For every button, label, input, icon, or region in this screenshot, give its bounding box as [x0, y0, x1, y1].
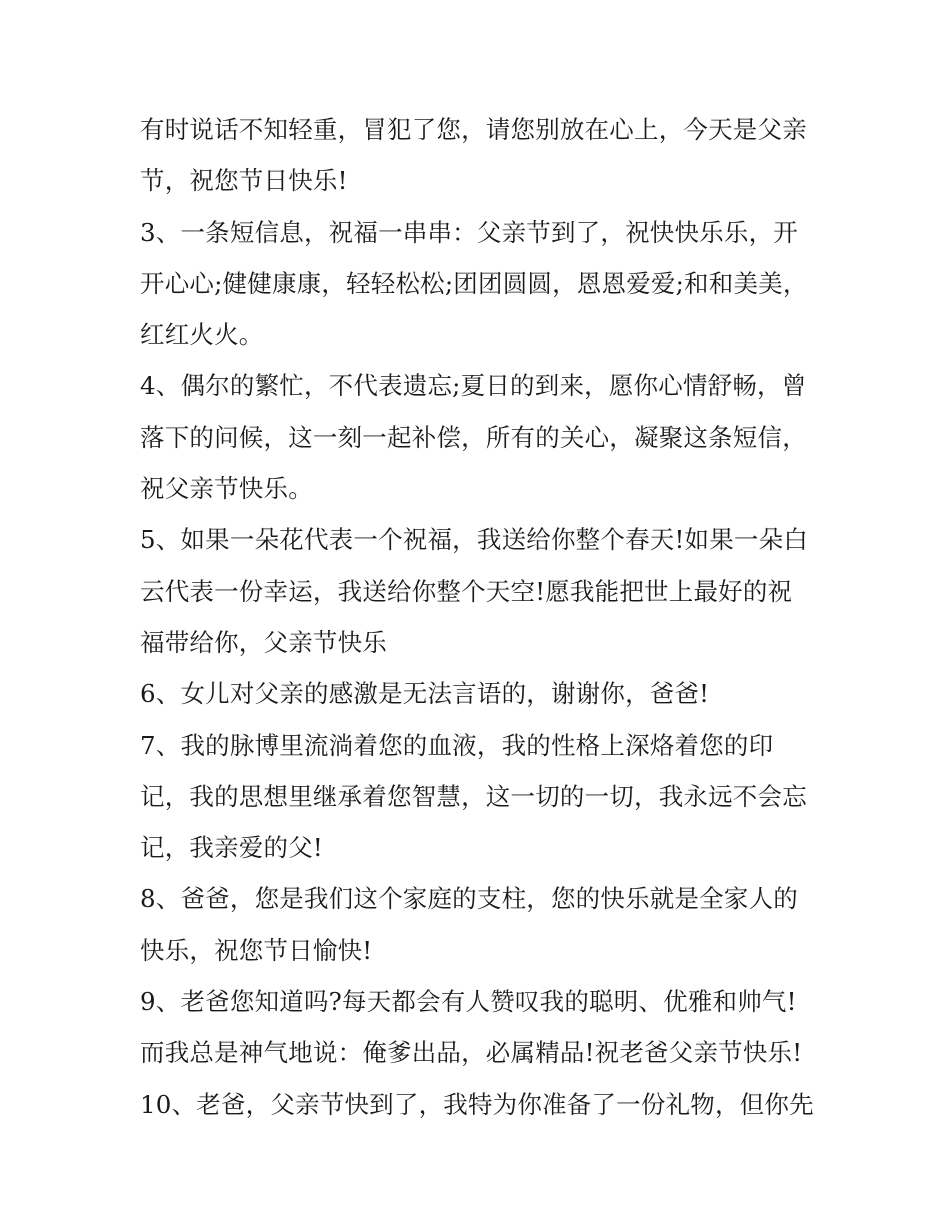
text-line: 记，我的思想里继承着您智慧，这一切的一切，我永远不会忘 [140, 781, 807, 811]
text-line: 快乐，祝您节日愉快! [140, 935, 373, 965]
text-line: 祝父亲节快乐。 [140, 474, 313, 504]
text-line: 福带给你，父亲节快乐 [140, 627, 387, 657]
text-line: 节，祝您节日快乐! [140, 166, 348, 196]
text-line: 红红火火。 [140, 320, 264, 350]
text-line: 8、爸爸，您是我们这个家庭的支柱，您的快乐就是全家人的 [140, 884, 798, 914]
text-line: 4、偶尔的繁忙，不代表遗忘;夏日的到来，愿你心情舒畅，曾 [140, 371, 807, 401]
body-text [140, 104, 820, 1130]
text-line: 9、老爸您知道吗?每天都会有人赞叹我的聪明、优雅和帅气! [140, 987, 797, 1017]
text-line: 10、老爸，父亲节快到了，我特为你准备了一份礼物，但你先 [140, 1089, 814, 1119]
text-line: 开心心;健健康康，轻轻松松;团团圆圆，恩恩爱爱;和和美美， [140, 268, 808, 298]
text-line: 有时说话不知轻重，冒犯了您，请您别放在心上，今天是父亲 [140, 115, 807, 144]
text-line: 5、如果一朵花代表一个祝福，我送给你整个春天!如果一朵白 [140, 525, 809, 555]
text-line: 7、我的脉博里流淌着您的血液，我的性格上深烙着您的印 [140, 730, 774, 760]
text-line: 3、一条短信息，祝福一串串：父亲节到了，祝快快乐乐，开 [140, 217, 798, 247]
text-line: 而我总是神气地说：俺爹出品，必属精品!祝老爸父亲节快乐! [140, 1038, 803, 1068]
text-line: 6、女儿对父亲的感激是无法言语的，谢谢你，爸爸! [140, 679, 710, 709]
text-line: 记，我亲爱的父! [140, 833, 323, 863]
text-line: 云代表一份幸运，我送给你整个天空!愿我能把世上最好的祝 [140, 576, 793, 606]
text-line: 落下的问候，这一刻一起补偿，所有的关心，凝聚这条短信， [140, 422, 807, 452]
